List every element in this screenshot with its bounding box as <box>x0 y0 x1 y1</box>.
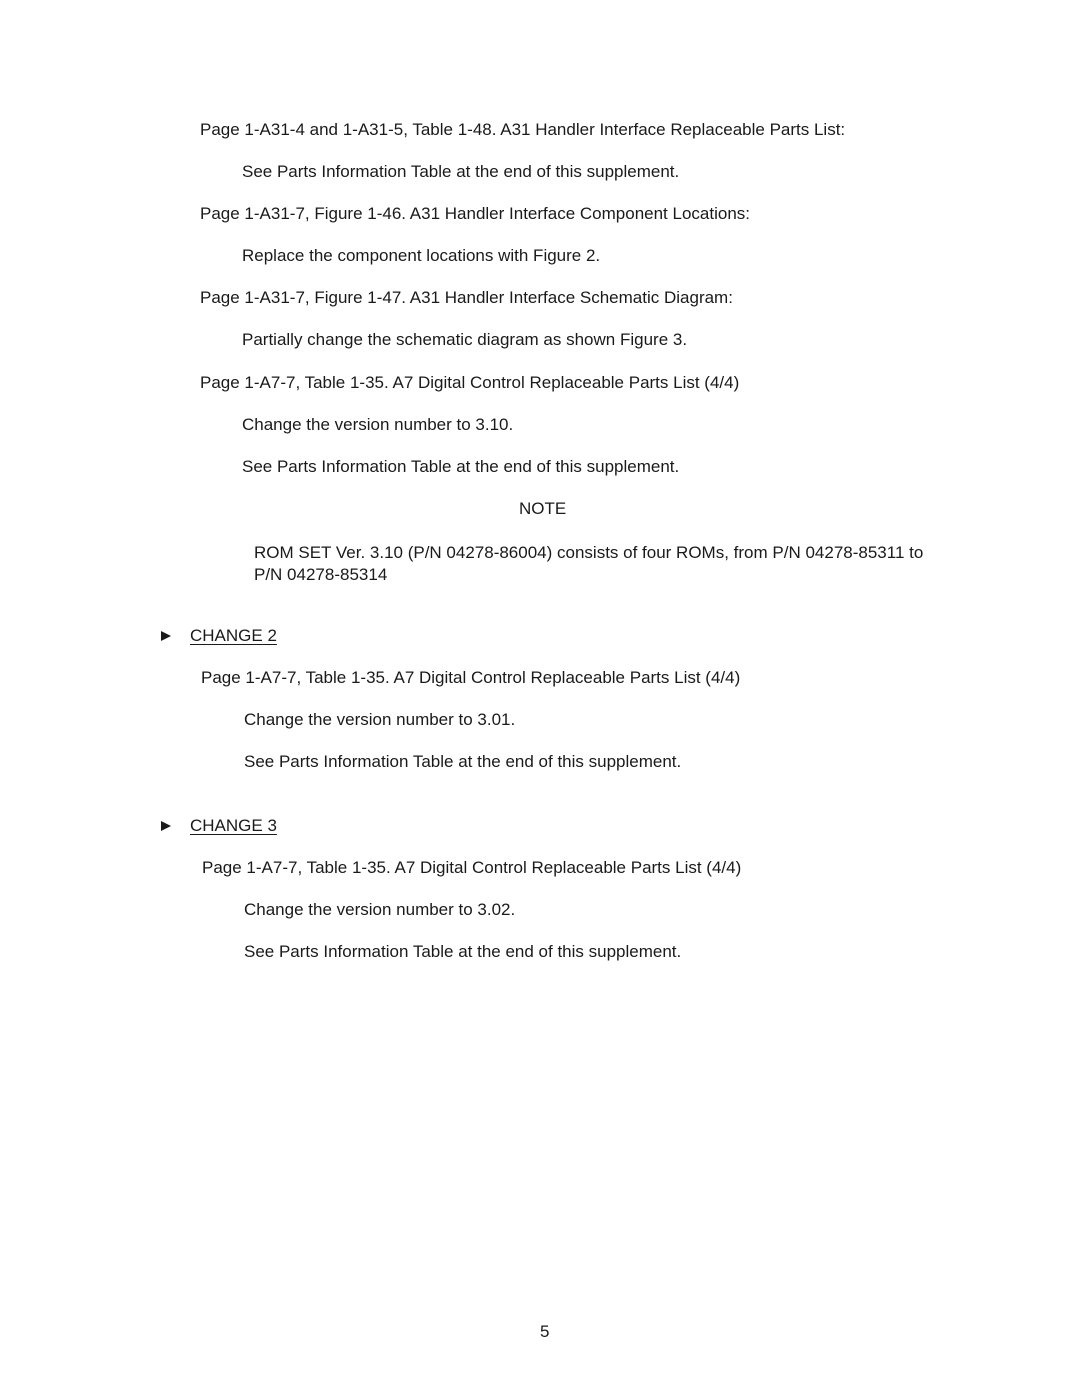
instruction: See Parts Information Table at the end of this supplement. <box>244 942 682 961</box>
instruction: Partially change the schematic diagram as shown Figure 3. <box>242 330 688 349</box>
instruction: See Parts Information Table at the end of this supplement. <box>242 162 680 181</box>
instruction: Change the version number to 3.02. <box>244 900 516 919</box>
page-reference: Page 1-A7-7, Table 1-35. A7 Digital Control Replaceable Parts List (4/4) <box>202 858 742 877</box>
instruction: See Parts Information Table at the end of this supplement. <box>242 457 680 476</box>
note-title: NOTE <box>519 499 567 518</box>
arrow-right-icon <box>161 821 171 831</box>
change2-title: CHANGE 2 <box>190 626 277 645</box>
page-reference: Page 1-A31-4 and 1-A31-5, Table 1-48. A31 Handler Interface Replaceable Parts List: <box>200 120 846 139</box>
instruction: See Parts Information Table at the end of this supplement. <box>244 752 682 771</box>
instruction: Change the version number to 3.01. <box>244 710 516 729</box>
instruction: Replace the component locations with Figure 2. <box>242 246 601 265</box>
arrow-right-icon <box>161 631 171 641</box>
page-reference: Page 1-A31-7, Figure 1-47. A31 Handler Interface Schematic Diagram: <box>200 288 733 307</box>
page-reference: Page 1-A31-7, Figure 1-46. A31 Handler Interface Component Locations: <box>200 204 751 223</box>
change2-heading <box>161 626 277 646</box>
change3-title: CHANGE 3 <box>190 816 277 835</box>
change3-heading <box>161 816 277 836</box>
note-body: ROM SET Ver. 3.10 (P/N 04278-86004) consists of four ROMs, from P/N 04278-85311 to P/N 04278-85314 <box>254 543 924 584</box>
page-number: 5 <box>540 1322 550 1341</box>
page-reference: Page 1-A7-7, Table 1-35. A7 Digital Control Replaceable Parts List (4/4) <box>201 668 741 687</box>
instruction: Change the version number to 3.10. <box>242 415 514 434</box>
page-reference: Page 1-A7-7, Table 1-35. A7 Digital Control Replaceable Parts List (4/4) <box>200 373 740 392</box>
